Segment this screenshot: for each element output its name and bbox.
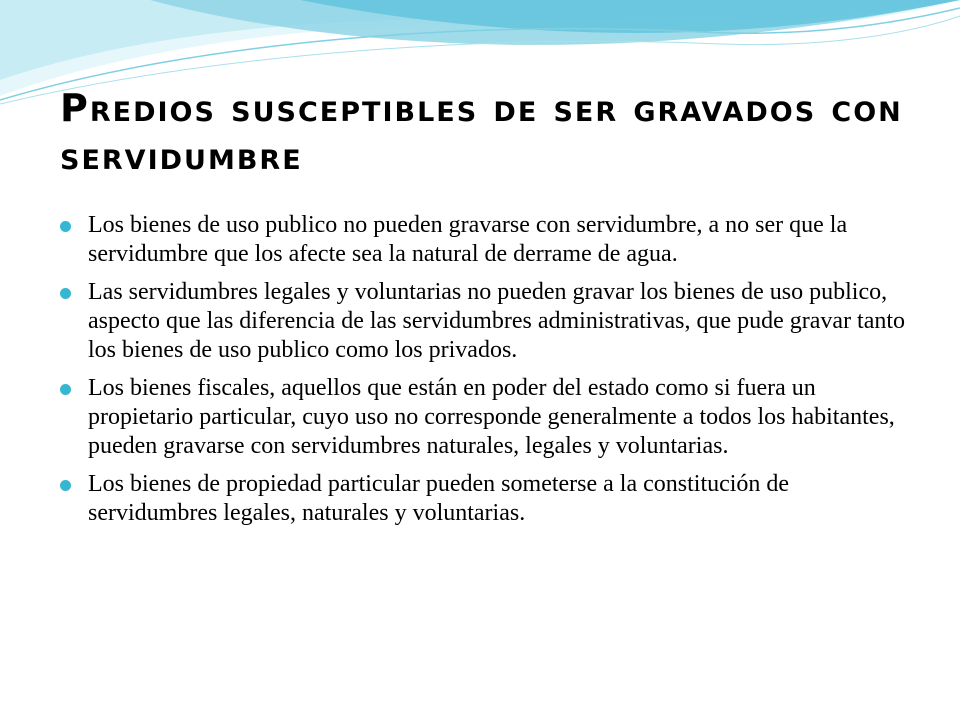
bullet-item [58, 374, 908, 461]
bullet-dot-icon [60, 288, 71, 299]
bullet-dot-icon [60, 480, 71, 491]
bullet-item [58, 211, 908, 269]
bullet-text: Los bienes de uso publico no pueden gravarse con servidumbre, a no ser que la servidumbre que los afecte sea la natural de derrame de agua. [88, 212, 848, 267]
bullet-dot-icon [60, 384, 71, 395]
slide-title: Predios susceptibles de ser gravados con servidumbre [60, 86, 903, 178]
bullet-item [58, 470, 908, 528]
bullet-item [58, 278, 908, 365]
bullet-text: Los bienes fiscales, aquellos que están en poder del estado como si fuera un propietario particular, cuyo uso no corresponde generalmente a todos los habitantes, pueden gravarse con servidumbres naturales, legales y voluntarias. [88, 375, 895, 459]
bullet-dot-icon [60, 221, 71, 232]
bullet-text: Los bienes de propiedad particular pueden someterse a la constitución de servidumbres legales, naturales y voluntarias. [88, 471, 790, 526]
bullet-text: Las servidumbres legales y voluntarias no pueden gravar los bienes de uso publico, aspecto que las diferencia de las servidumbres administrativas, que pude gravar tanto los bienes de uso publico como los privados. [88, 279, 906, 363]
bullet-list [58, 211, 908, 537]
